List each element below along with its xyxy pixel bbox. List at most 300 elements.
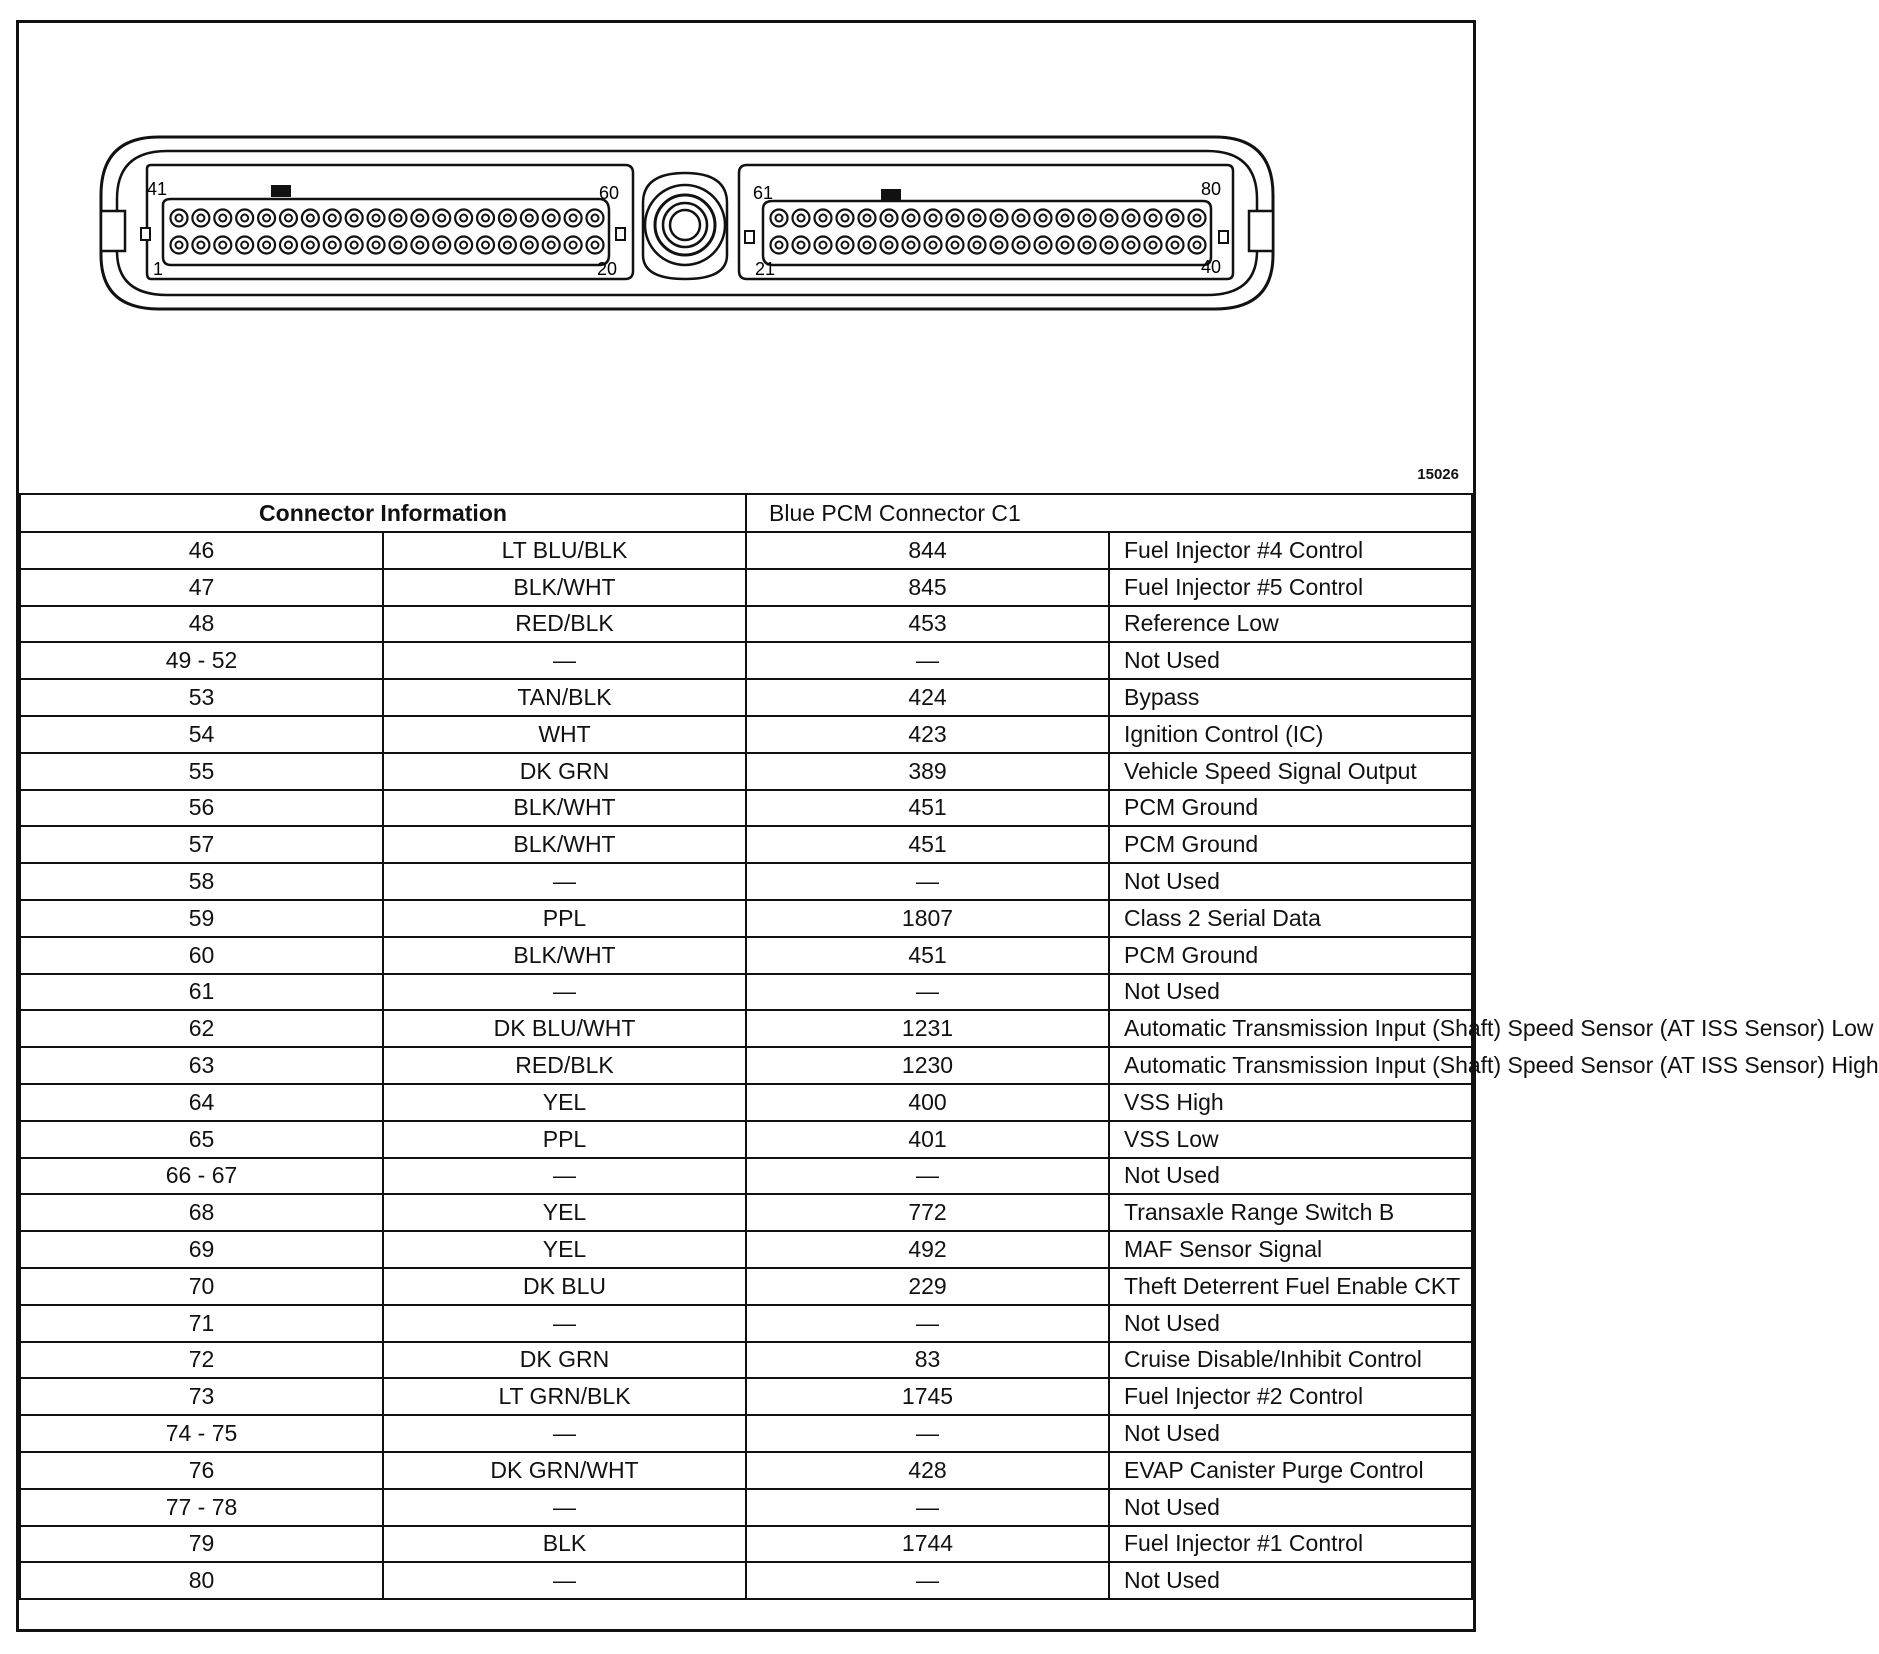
pin-socket-center: [908, 242, 915, 249]
pin-cell: 77 - 78: [20, 1489, 383, 1526]
function-cell: Not Used: [1109, 974, 1472, 1011]
connector-info-table: [19, 493, 1879, 1600]
pin-cell: 79: [20, 1526, 383, 1563]
circuit-cell: —: [746, 863, 1109, 900]
circuit-cell: —: [746, 1562, 1109, 1599]
wire-color-cell: RED/BLK: [383, 1047, 746, 1084]
pin-socket: [1101, 210, 1118, 227]
wire-color-cell: —: [383, 1305, 746, 1342]
pin-socket-center: [1194, 242, 1201, 249]
left-key-notch-l: [141, 228, 150, 240]
pin-cell: 80: [20, 1562, 383, 1599]
pin-socket: [258, 237, 275, 254]
table-row: [20, 1158, 1472, 1195]
pin-socket-center: [798, 242, 805, 249]
table-row: [20, 1010, 1472, 1047]
circuit-cell: 451: [746, 790, 1109, 827]
pin-socket-center: [482, 215, 489, 222]
pin-cell: 71: [20, 1305, 383, 1342]
connector-frame: [16, 20, 1879, 1632]
wire-color-cell: LT GRN/BLK: [383, 1378, 746, 1415]
circuit-cell: 1230: [746, 1047, 1109, 1084]
pin-socket-center: [351, 242, 358, 249]
function-cell: MAF Sensor Signal: [1109, 1231, 1472, 1268]
table-row: [20, 532, 1472, 569]
pin-socket: [433, 237, 450, 254]
pin-socket-center: [1018, 242, 1025, 249]
pin-socket: [793, 210, 810, 227]
pin-socket: [302, 210, 319, 227]
pin-cell: 47: [20, 569, 383, 606]
pin-socket: [433, 210, 450, 227]
circuit-cell: 1231: [746, 1010, 1109, 1047]
circuit-cell: 844: [746, 532, 1109, 569]
pin-socket: [1035, 237, 1052, 254]
pin-socket-center: [908, 215, 915, 222]
wire-color-cell: RED/BLK: [383, 606, 746, 643]
table-row: [20, 1342, 1472, 1379]
pin-socket: [969, 210, 986, 227]
pin-cell: 60: [20, 937, 383, 974]
pin-socket-center: [1150, 215, 1157, 222]
table-row: [20, 1562, 1472, 1599]
circuit-cell: —: [746, 974, 1109, 1011]
pin-socket: [859, 237, 876, 254]
wire-color-cell: BLK/WHT: [383, 826, 746, 863]
table-row: [20, 863, 1472, 900]
pin-cell: 76: [20, 1452, 383, 1489]
pin-socket-center: [952, 242, 959, 249]
center-jack-ring-4: [670, 210, 700, 240]
right-label-bottom-left: 21: [755, 259, 776, 279]
table-row: [20, 1268, 1472, 1305]
wire-color-cell: DK GRN: [383, 753, 746, 790]
pin-socket: [903, 237, 920, 254]
pin-socket-center: [864, 242, 871, 249]
function-cell: Fuel Injector #4 Control: [1109, 532, 1472, 569]
pin-socket: [389, 210, 406, 227]
function-cell: PCM Ground: [1109, 826, 1472, 863]
wire-color-cell: BLK: [383, 1526, 746, 1563]
circuit-cell: 229: [746, 1268, 1109, 1305]
pin-socket-center: [1084, 242, 1091, 249]
pin-socket: [192, 210, 209, 227]
pin-socket-center: [570, 242, 577, 249]
pin-socket-center: [974, 242, 981, 249]
wire-color-cell: —: [383, 1158, 746, 1195]
pin-socket-center: [592, 242, 599, 249]
wire-color-cell: —: [383, 642, 746, 679]
pin-socket: [969, 237, 986, 254]
wire-color-cell: PPL: [383, 900, 746, 937]
center-jack-ring-1: [645, 185, 725, 265]
circuit-cell: 1744: [746, 1526, 1109, 1563]
pin-socket-center: [526, 242, 533, 249]
left-key-notch-r: [616, 228, 625, 240]
pin-socket-center: [197, 215, 204, 222]
pin-socket-center: [394, 215, 401, 222]
pin-socket: [236, 210, 253, 227]
left-label-top-left: 41: [147, 179, 168, 199]
wire-color-cell: DK GRN: [383, 1342, 746, 1379]
function-cell: EVAP Canister Purge Control: [1109, 1452, 1472, 1489]
circuit-cell: 845: [746, 569, 1109, 606]
pin-socket-center: [1084, 215, 1091, 222]
circuit-cell: 451: [746, 937, 1109, 974]
pin-socket: [455, 237, 472, 254]
table-row: [20, 826, 1472, 863]
pin-socket-center: [351, 215, 358, 222]
pin-socket: [947, 237, 964, 254]
pin-socket-center: [482, 242, 489, 249]
left-pin-array: [171, 210, 604, 254]
pin-socket-center: [504, 215, 511, 222]
pin-socket-center: [864, 215, 871, 222]
table-row: [20, 974, 1472, 1011]
wire-color-cell: —: [383, 974, 746, 1011]
pin-cell: 61: [20, 974, 383, 1011]
pin-cell: 69: [20, 1231, 383, 1268]
pin-socket-center: [307, 242, 314, 249]
pin-socket-center: [996, 215, 1003, 222]
pin-socket: [1101, 237, 1118, 254]
pin-socket: [346, 237, 363, 254]
circuit-cell: 423: [746, 716, 1109, 753]
pin-socket-center: [592, 215, 599, 222]
pin-socket: [587, 237, 604, 254]
pin-socket: [214, 237, 231, 254]
table-row: [20, 1489, 1472, 1526]
pin-socket-center: [285, 215, 292, 222]
pin-socket-center: [1062, 242, 1069, 249]
pin-socket-center: [373, 242, 380, 249]
pin-socket-center: [460, 215, 467, 222]
pin-cell: 73: [20, 1378, 383, 1415]
pin-socket: [258, 210, 275, 227]
circuit-cell: —: [746, 1158, 1109, 1195]
pin-socket-center: [176, 242, 183, 249]
pin-socket: [1013, 210, 1030, 227]
pin-socket: [881, 210, 898, 227]
pin-socket-center: [241, 242, 248, 249]
table-row: [20, 937, 1472, 974]
pin-socket: [521, 210, 538, 227]
circuit-cell: 1807: [746, 900, 1109, 937]
pin-socket: [302, 237, 319, 254]
pin-socket-center: [930, 215, 937, 222]
pin-socket-center: [974, 215, 981, 222]
circuit-cell: —: [746, 642, 1109, 679]
table-row: [20, 790, 1472, 827]
pin-socket: [1057, 210, 1074, 227]
pin-socket-center: [548, 242, 555, 249]
wire-color-cell: LT BLU/BLK: [383, 532, 746, 569]
pin-socket-center: [1018, 215, 1025, 222]
left-pin-block: [163, 199, 609, 265]
pin-socket-center: [842, 215, 849, 222]
function-cell: PCM Ground: [1109, 790, 1472, 827]
left-label-top-right: 60: [599, 183, 620, 203]
pin-socket: [324, 210, 341, 227]
pin-socket: [1145, 237, 1162, 254]
function-cell: Not Used: [1109, 863, 1472, 900]
wire-color-cell: TAN/BLK: [383, 679, 746, 716]
pin-socket-center: [1040, 242, 1047, 249]
pin-socket-center: [886, 242, 893, 249]
wire-color-cell: BLK/WHT: [383, 937, 746, 974]
wire-color-cell: —: [383, 1562, 746, 1599]
pin-socket-center: [1106, 215, 1113, 222]
pin-socket-center: [263, 215, 270, 222]
pin-socket: [1145, 210, 1162, 227]
pin-socket-center: [460, 242, 467, 249]
wire-color-cell: PPL: [383, 1121, 746, 1158]
function-cell: Not Used: [1109, 1305, 1472, 1342]
pin-socket: [1189, 237, 1206, 254]
pin-socket: [815, 237, 832, 254]
pin-socket: [1167, 210, 1184, 227]
pin-socket-center: [504, 242, 511, 249]
pin-socket: [991, 210, 1008, 227]
left-label-bottom-left: 1: [153, 259, 164, 279]
function-cell: Vehicle Speed Signal Output: [1109, 753, 1472, 790]
pin-cell: 66 - 67: [20, 1158, 383, 1195]
pin-socket-center: [996, 242, 1003, 249]
pin-socket: [171, 210, 188, 227]
right-tab: [1249, 211, 1273, 251]
table-row: [20, 679, 1472, 716]
pin-socket-center: [842, 242, 849, 249]
pin-cell: 56: [20, 790, 383, 827]
pin-socket-center: [1172, 215, 1179, 222]
pin-socket: [280, 237, 297, 254]
pin-socket: [543, 210, 560, 227]
pin-socket: [214, 210, 231, 227]
wire-color-cell: DK GRN/WHT: [383, 1452, 746, 1489]
circuit-cell: 428: [746, 1452, 1109, 1489]
pin-cell: 63: [20, 1047, 383, 1084]
pin-cell: 72: [20, 1342, 383, 1379]
pin-socket: [411, 210, 428, 227]
right-pin-block: [763, 201, 1211, 265]
pin-cell: 74 - 75: [20, 1415, 383, 1452]
right-half-outline: [739, 165, 1233, 279]
function-cell: Automatic Transmission Input (Shaft) Speed Sensor (AT ISS Sensor) High: [1109, 1047, 1472, 1084]
pin-socket: [192, 237, 209, 254]
pin-cell: 58: [20, 863, 383, 900]
pin-cell: 65: [20, 1121, 383, 1158]
pin-socket-center: [776, 215, 783, 222]
pin-socket-center: [820, 242, 827, 249]
figure-id: 15026: [1417, 466, 1459, 483]
function-cell: Reference Low: [1109, 606, 1472, 643]
pin-socket-center: [1128, 242, 1135, 249]
wire-color-cell: —: [383, 1489, 746, 1526]
pin-socket: [499, 210, 516, 227]
pin-socket-center: [329, 215, 336, 222]
pin-socket: [1189, 210, 1206, 227]
table-row: [20, 569, 1472, 606]
pin-cell: 46: [20, 532, 383, 569]
right-label-bottom-right: 40: [1201, 257, 1222, 277]
pin-socket: [1079, 237, 1096, 254]
circuit-cell: 424: [746, 679, 1109, 716]
table-row: [20, 1452, 1472, 1489]
pin-socket: [543, 237, 560, 254]
table-row: [20, 606, 1472, 643]
left-tab: [101, 211, 125, 251]
pin-socket: [368, 237, 385, 254]
function-cell: Theft Deterrent Fuel Enable CKT: [1109, 1268, 1472, 1305]
circuit-cell: 451: [746, 826, 1109, 863]
connector-name: Blue PCM Connector C1: [746, 494, 1472, 532]
pin-socket: [236, 237, 253, 254]
table-row: [20, 753, 1472, 790]
left-key: [271, 185, 291, 197]
function-cell: PCM Ground: [1109, 937, 1472, 974]
table-row: [20, 1378, 1472, 1415]
pin-socket-center: [241, 215, 248, 222]
circuit-cell: 772: [746, 1194, 1109, 1231]
pin-socket: [771, 210, 788, 227]
connector-housing-outer: [101, 137, 1273, 309]
pin-socket: [280, 210, 297, 227]
pin-socket-center: [197, 242, 204, 249]
pin-socket-center: [1040, 215, 1047, 222]
wire-color-cell: —: [383, 1415, 746, 1452]
right-key: [881, 189, 901, 201]
pin-socket-center: [820, 215, 827, 222]
pin-cell: 70: [20, 1268, 383, 1305]
pin-socket: [565, 210, 582, 227]
pin-socket-center: [1194, 215, 1201, 222]
pin-socket: [499, 237, 516, 254]
pin-cell: 53: [20, 679, 383, 716]
pin-socket: [368, 210, 385, 227]
pin-socket-center: [176, 215, 183, 222]
pin-cell: 57: [20, 826, 383, 863]
table-row: [20, 1194, 1472, 1231]
pin-socket: [1167, 237, 1184, 254]
wire-color-cell: WHT: [383, 716, 746, 753]
pin-socket: [324, 237, 341, 254]
pin-socket-center: [798, 215, 805, 222]
wire-color-cell: YEL: [383, 1194, 746, 1231]
connector-diagram: [19, 23, 1473, 493]
pin-socket-center: [1106, 242, 1113, 249]
circuit-cell: 389: [746, 753, 1109, 790]
pin-cell: 59: [20, 900, 383, 937]
pin-socket: [477, 237, 494, 254]
pin-socket: [947, 210, 964, 227]
function-cell: Not Used: [1109, 1562, 1472, 1599]
function-cell: Not Used: [1109, 1158, 1472, 1195]
connector-info-title: Connector Information: [20, 494, 746, 532]
pin-socket: [771, 237, 788, 254]
pin-socket-center: [263, 242, 270, 249]
function-cell: Automatic Transmission Input (Shaft) Speed Sensor (AT ISS Sensor) Low: [1109, 1010, 1472, 1047]
pin-cell: 48: [20, 606, 383, 643]
pin-socket-center: [373, 215, 380, 222]
circuit-cell: 492: [746, 1231, 1109, 1268]
table-row: [20, 1415, 1472, 1452]
pin-socket-center: [285, 242, 292, 249]
pin-socket-center: [1128, 215, 1135, 222]
pin-socket-center: [438, 215, 445, 222]
function-cell: Class 2 Serial Data: [1109, 900, 1472, 937]
pin-cell: 49 - 52: [20, 642, 383, 679]
circuit-cell: —: [746, 1489, 1109, 1526]
pin-socket: [925, 237, 942, 254]
table-row: [20, 1231, 1472, 1268]
pin-socket: [389, 237, 406, 254]
table-row: [20, 900, 1472, 937]
wire-color-cell: YEL: [383, 1084, 746, 1121]
function-cell: Fuel Injector #1 Control: [1109, 1526, 1472, 1563]
pin-socket-center: [416, 242, 423, 249]
function-cell: Not Used: [1109, 642, 1472, 679]
circuit-cell: 1745: [746, 1378, 1109, 1415]
pin-socket: [346, 210, 363, 227]
function-cell: Not Used: [1109, 1415, 1472, 1452]
function-cell: VSS High: [1109, 1084, 1472, 1121]
pin-socket: [171, 237, 188, 254]
function-cell: VSS Low: [1109, 1121, 1472, 1158]
pin-socket: [881, 237, 898, 254]
circuit-cell: —: [746, 1305, 1109, 1342]
pin-socket-center: [307, 215, 314, 222]
wire-color-cell: —: [383, 863, 746, 900]
table-row: [20, 1047, 1472, 1084]
pin-socket: [991, 237, 1008, 254]
pin-socket-center: [1150, 242, 1157, 249]
pin-socket: [837, 210, 854, 227]
pin-socket-center: [776, 242, 783, 249]
right-label-top-right: 80: [1201, 179, 1222, 199]
pin-socket: [837, 237, 854, 254]
pin-socket-center: [416, 215, 423, 222]
function-cell: Cruise Disable/Inhibit Control: [1109, 1342, 1472, 1379]
wire-color-cell: DK BLU/WHT: [383, 1010, 746, 1047]
pin-socket-center: [886, 215, 893, 222]
table-row: [20, 716, 1472, 753]
pin-socket: [477, 210, 494, 227]
pin-socket: [1123, 210, 1140, 227]
pin-socket-center: [219, 242, 226, 249]
pin-socket-center: [1062, 215, 1069, 222]
wire-color-cell: YEL: [383, 1231, 746, 1268]
pin-socket: [1035, 210, 1052, 227]
pin-socket: [1057, 237, 1074, 254]
pin-cell: 64: [20, 1084, 383, 1121]
pin-socket: [565, 237, 582, 254]
pin-socket-center: [952, 215, 959, 222]
pin-socket-center: [548, 215, 555, 222]
pin-socket: [1079, 210, 1096, 227]
pin-socket-center: [526, 215, 533, 222]
pin-socket-center: [570, 215, 577, 222]
right-label-top-left: 61: [753, 183, 774, 203]
pin-cell: 55: [20, 753, 383, 790]
left-label-bottom-right: 20: [597, 259, 618, 279]
pin-socket-center: [219, 215, 226, 222]
pin-socket: [925, 210, 942, 227]
pin-socket: [587, 210, 604, 227]
circuit-cell: 83: [746, 1342, 1109, 1379]
pin-socket-center: [438, 242, 445, 249]
pin-socket: [455, 210, 472, 227]
pin-socket: [411, 237, 428, 254]
